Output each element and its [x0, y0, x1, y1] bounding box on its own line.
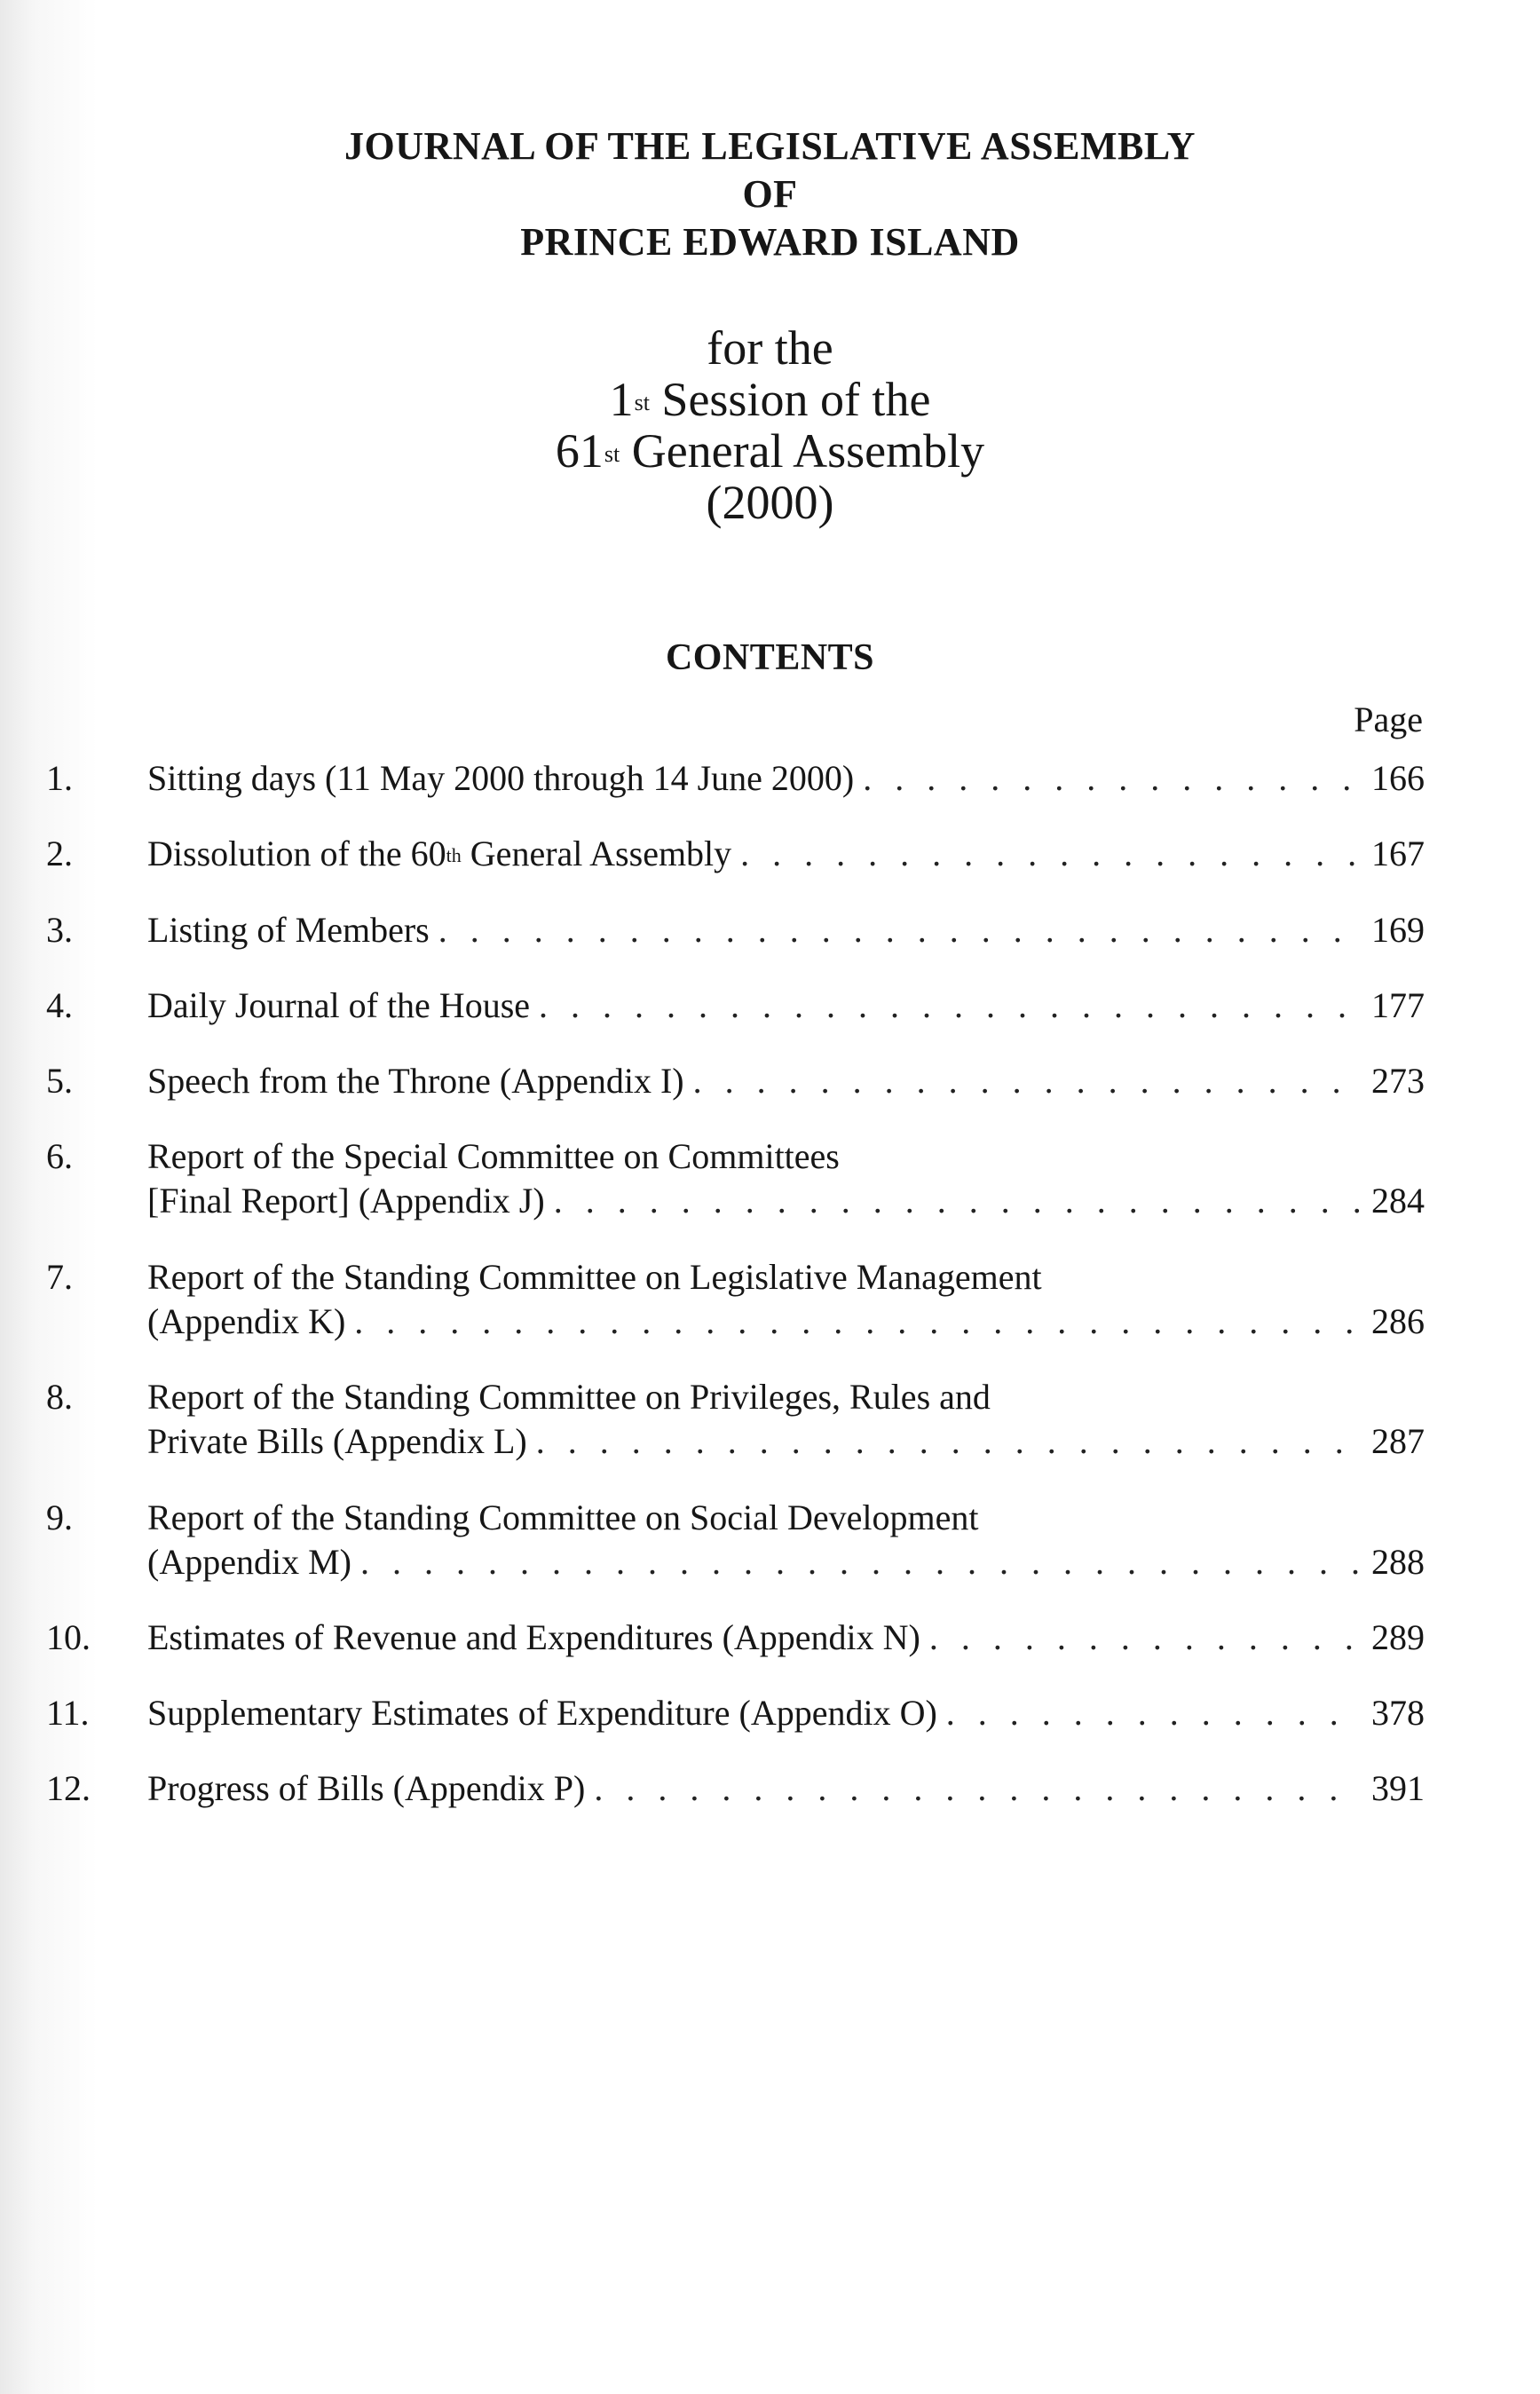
page-column-label: Page [1354, 699, 1423, 739]
toc-entry-body [147, 908, 1425, 952]
journal-title-line3: PRINCE EDWARD ISLAND [520, 220, 1020, 264]
toc-entry-line [147, 1134, 1425, 1179]
toc-entry-title: Listing of Members [147, 910, 430, 950]
subtitle-for-the: for the [707, 321, 833, 375]
dot-leader [438, 908, 1362, 952]
toc-entry-number: 8. [46, 1377, 73, 1417]
toc-entry-number: 2. [46, 834, 73, 873]
dot-leader [693, 1059, 1362, 1103]
toc-entry-title-continued: [Final Report] (Appendix J) [147, 1181, 545, 1221]
toc-entry-number: 12. [46, 1768, 91, 1808]
toc-entry-body [147, 984, 1425, 1028]
toc-entry-body [147, 756, 1425, 801]
subtitle-assembly [0, 424, 1540, 478]
ordinal-suffix: th [446, 844, 462, 866]
assembly-ordinal-suffix: st [604, 441, 620, 467]
session-number: 1 [609, 373, 634, 426]
toc-entry-title: Report of the Standing Committee on Social Development [147, 1497, 979, 1537]
assembly-text: General Assembly [631, 424, 985, 478]
toc-entry-title-part: General Assembly [461, 834, 732, 873]
toc-entry-number: 7. [46, 1257, 73, 1297]
toc-entry-page: 284 [1371, 1181, 1425, 1221]
session-text: Session of the [661, 373, 931, 426]
toc-entry-line [147, 1691, 1425, 1735]
toc-entry-title: Estimates of Revenue and Expenditures (Appendix N) [147, 1617, 920, 1657]
dot-leader [946, 1691, 1362, 1735]
toc-entry-line [147, 1540, 1425, 1584]
toc-entry-title-part: Dissolution of the 60 [147, 834, 446, 873]
dot-leader [539, 984, 1362, 1028]
toc-entry-line [147, 832, 1425, 876]
toc-entry-body [147, 1255, 1425, 1344]
toc-entry-line [147, 1766, 1425, 1811]
subtitle-session [0, 373, 1540, 426]
session-ordinal-suffix: st [634, 390, 650, 415]
dot-leader [740, 832, 1362, 876]
toc-entry-page: 167 [1371, 834, 1425, 873]
toc-entry-number: 6. [46, 1136, 73, 1176]
toc-entry-title: Report of the Special Committee on Committees [147, 1136, 840, 1176]
toc-entry-line [147, 984, 1425, 1028]
toc-entry-line [147, 1496, 1425, 1540]
toc-entry-line [147, 1300, 1425, 1344]
toc-entry-title: Sitting days (11 May 2000 through 14 June 2000) [147, 758, 855, 798]
toc-entry-number: 5. [46, 1061, 73, 1101]
toc-entry-body [147, 1134, 1425, 1223]
toc-entry-line [147, 1179, 1425, 1223]
toc-entry-page: 289 [1371, 1617, 1425, 1657]
dot-leader [354, 1300, 1362, 1344]
toc-entry-title: Daily Journal of the House [147, 985, 531, 1025]
toc-entry-title [147, 832, 731, 876]
dot-leader [863, 756, 1362, 801]
toc-entry-number: 11. [46, 1693, 90, 1733]
toc-entry-body [147, 1766, 1425, 1811]
toc-entry-line [147, 1059, 1425, 1103]
journal-title-line1: JOURNAL OF THE LEGISLATIVE ASSEMBLY [344, 124, 1196, 168]
toc-entry-title: Progress of Bills (Appendix P) [147, 1768, 586, 1808]
toc-entry-page: 169 [1371, 910, 1425, 950]
toc-entry-line [147, 1419, 1425, 1464]
journal-title-line2: OF [742, 172, 798, 216]
toc-entry-page: 287 [1371, 1421, 1425, 1461]
contents-heading: CONTENTS [665, 637, 875, 678]
toc-entry-page: 286 [1371, 1301, 1425, 1341]
toc-entry-number: 10. [46, 1617, 91, 1657]
toc-entry-body [147, 1616, 1425, 1660]
toc-entry-page: 177 [1371, 985, 1425, 1025]
toc-entry-body [147, 832, 1425, 876]
toc-entry-title-continued: Private Bills (Appendix L) [147, 1421, 527, 1461]
toc-entry-line [147, 908, 1425, 952]
toc-entry-title: Supplementary Estimates of Expenditure (Appendix O) [147, 1693, 937, 1733]
dot-leader [536, 1419, 1362, 1464]
toc-entry-number: 1. [46, 758, 73, 798]
toc-entry-line [147, 1375, 1425, 1419]
toc-entry-page: 378 [1371, 1693, 1425, 1733]
dot-leader [929, 1616, 1362, 1660]
toc-entry-title: Report of the Standing Committee on Legislative Management [147, 1257, 1042, 1297]
toc-entry-body [147, 1691, 1425, 1735]
dot-leader [360, 1540, 1362, 1584]
toc-entry-number: 4. [46, 985, 73, 1025]
toc-entry-page: 288 [1371, 1542, 1425, 1582]
toc-entry-page: 166 [1371, 758, 1425, 798]
toc-entry-page: 273 [1371, 1061, 1425, 1101]
toc-entry-number: 9. [46, 1497, 73, 1537]
subtitle-year: (2000) [706, 476, 834, 529]
toc-entry-title-continued: (Appendix K) [147, 1301, 346, 1341]
dot-leader [554, 1179, 1362, 1223]
toc-entry-line [147, 756, 1425, 801]
toc-entry-number: 3. [46, 910, 73, 950]
toc-entry-title: Report of the Standing Committee on Privileges, Rules and [147, 1377, 991, 1417]
assembly-number: 61 [555, 424, 604, 478]
toc-entry-body [147, 1496, 1425, 1584]
toc-entry-line [147, 1616, 1425, 1660]
toc-entry-body [147, 1059, 1425, 1103]
toc-entry-title-continued: (Appendix M) [147, 1542, 351, 1582]
toc-entry-body [147, 1375, 1425, 1464]
toc-entry-title: Speech from the Throne (Appendix I) [147, 1061, 684, 1101]
dot-leader [594, 1766, 1362, 1811]
toc-entry-line [147, 1255, 1425, 1300]
toc-entry-page: 391 [1371, 1768, 1425, 1808]
